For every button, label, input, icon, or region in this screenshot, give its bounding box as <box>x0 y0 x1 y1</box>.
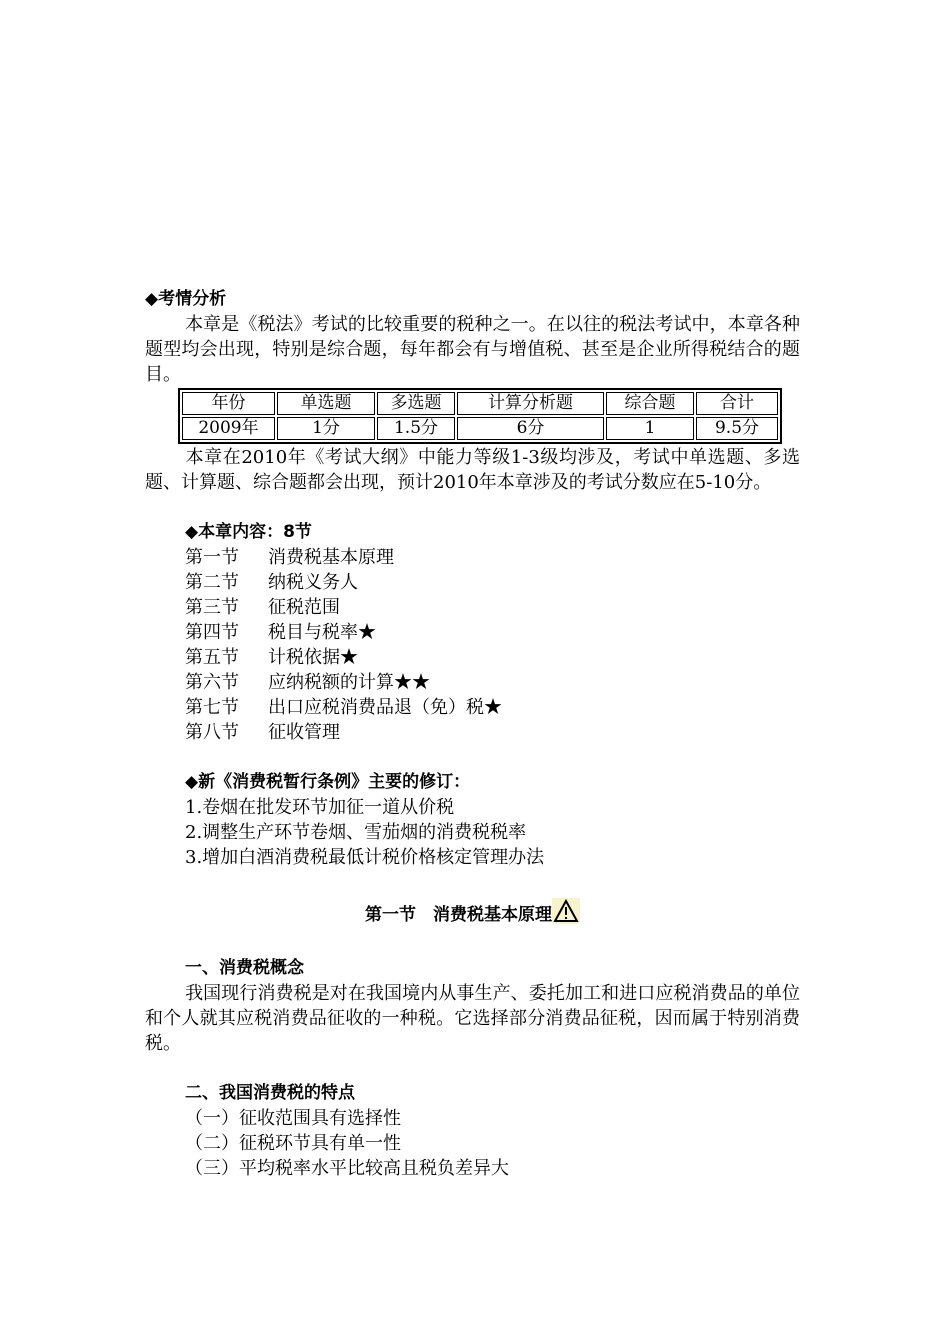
section-title: 出口应税消费品退（免）税★ <box>268 697 502 718</box>
section-title: 征收管理 <box>268 722 340 743</box>
section-title: 征税范围 <box>268 597 340 618</box>
exam-analysis-paragraph <box>145 312 800 387</box>
table-cell-calculation: 6分 <box>457 417 604 440</box>
table-cell-comprehensive: 1 <box>606 417 694 440</box>
concept-heading: 一、消费税概念 <box>185 958 304 978</box>
table-cell-year: 2009年 <box>182 417 275 440</box>
exam-outline-paragraph <box>145 445 800 495</box>
score-table <box>178 388 782 444</box>
section-number: 第三节 <box>185 597 239 618</box>
section-title: 计税依据★ <box>268 647 358 668</box>
table-header-calculation: 计算分析题 <box>457 392 604 415</box>
features-heading: 二、我国消费税的特点 <box>185 1083 355 1103</box>
table-header-multi-choice: 多选题 <box>377 392 455 415</box>
table-cell-multi-choice: 1.5分 <box>377 417 455 440</box>
section-item-7 <box>145 695 800 720</box>
revision-item: 2.调整生产环节卷烟、雪茄烟的消费税税率 <box>185 822 527 843</box>
section-number: 第四节 <box>185 622 239 643</box>
section-one-title-text: 第一节 消费税基本原理 <box>365 905 552 925</box>
table-header-comprehensive: 综合题 <box>606 392 694 415</box>
table-cell-total: 9.5分 <box>696 417 778 440</box>
section-item-1 <box>145 545 800 570</box>
section-item-5 <box>145 645 800 670</box>
section-item-3 <box>145 595 800 620</box>
section-item-2 <box>145 570 800 595</box>
table-header-total: 合计 <box>696 392 778 415</box>
feature-item: （三）平均税率水平比较高且税负差异大 <box>185 1158 509 1179</box>
feature-item: （一）征收范围具有选择性 <box>185 1108 401 1129</box>
table-cell-single-choice: 1分 <box>277 417 375 440</box>
exam-analysis-heading: ◆考情分析 <box>145 289 227 309</box>
section-one-title <box>145 898 800 930</box>
revision-item: 1.卷烟在批发环节加征一道从价税 <box>185 797 455 818</box>
section-title: 消费税基本原理 <box>268 547 394 568</box>
chapter-contents-heading: ◆本章内容：8节 <box>185 522 312 542</box>
section-number: 第六节 <box>185 672 239 693</box>
section-number: 第一节 <box>185 547 239 568</box>
section-number: 第七节 <box>185 697 239 718</box>
section-number: 第八节 <box>185 722 239 743</box>
concept-paragraph <box>145 981 800 1056</box>
section-number: 第五节 <box>185 647 239 668</box>
feature-item: （二）征税环节具有单一性 <box>185 1133 401 1154</box>
section-title: 应纳税额的计算★★ <box>268 672 430 693</box>
revision-item: 3.增加白酒消费税最低计税价格核定管理办法 <box>185 847 545 868</box>
section-title: 纳税义务人 <box>268 572 358 593</box>
concept-text: 我国现行消费税是对在我国境内从事生产、委托加工和进口应税消费品的单位和个人就其应税消费品征收的一种税。它选择部分消费品征税，因而属于特别消费税。 <box>145 983 800 1054</box>
section-item-4 <box>145 620 800 645</box>
chapter-section-list <box>145 545 800 745</box>
section-title: 税目与税率★ <box>268 622 376 643</box>
exam-analysis-text: 本章是《税法》考试的比较重要的税种之一。在以往的税法考试中，本章各种题型均会出现，特别是综合题，每年都会有与增值税、甚至是企业所得税结合的题目。 <box>145 314 800 385</box>
section-number: 第二节 <box>185 572 239 593</box>
exam-outline-text: 本章在2010年《考试大纲》中能力等级1-3级均涉及，考试中单选题、多选题、计算题、综合题都会出现，预计2010年本章涉及的考试分数应在5-10分。 <box>145 447 800 493</box>
score-table-row <box>182 417 778 440</box>
table-header-single-choice: 单选题 <box>277 392 375 415</box>
section-item-8 <box>145 720 800 745</box>
table-header-year: 年份 <box>182 392 275 415</box>
section-item-6 <box>145 670 800 695</box>
revisions-heading: ◆新《消费税暂行条例》主要的修订： <box>185 772 471 792</box>
score-table-header-row <box>182 392 778 415</box>
document-content <box>145 287 800 1181</box>
warning-icon <box>552 898 580 924</box>
